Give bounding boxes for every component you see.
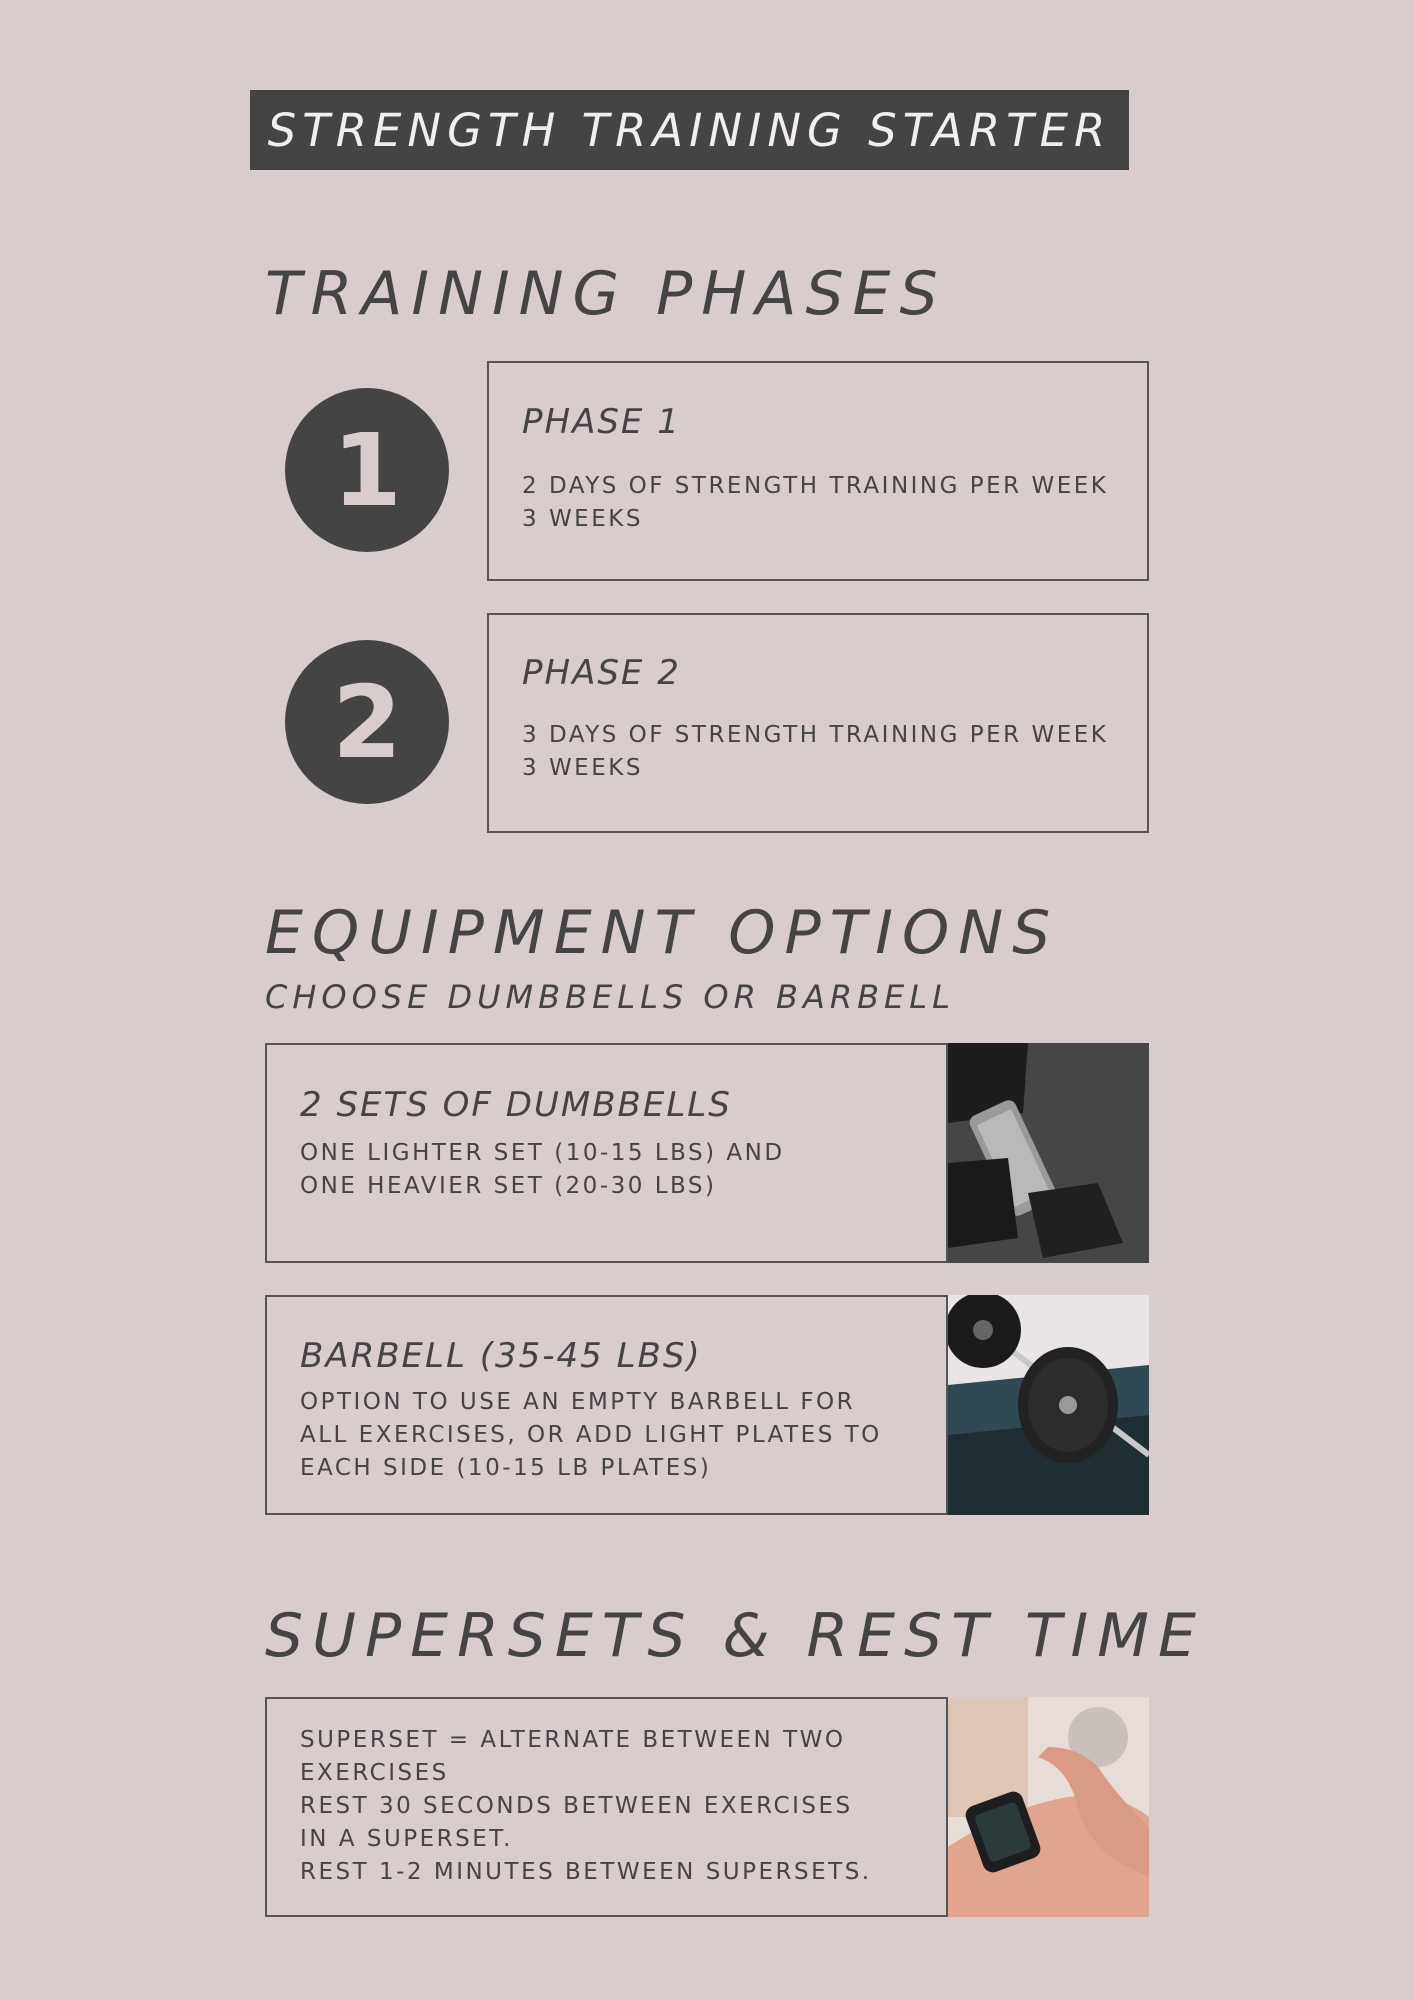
dumbbell-photo — [948, 1043, 1149, 1263]
supersets-line: REST 1-2 MINUTES BETWEEN SUPERSETS. — [300, 1859, 872, 1885]
smartwatch-photo — [948, 1697, 1149, 1917]
phase-2-frequency: 3 DAYS OF STRENGTH TRAINING PER WEEK — [522, 722, 1109, 748]
barbell-card — [265, 1295, 948, 1515]
phase-1-title: PHASE 1 — [522, 402, 681, 442]
dumbbells-line: ONE HEAVIER SET (20-30 LBS) — [300, 1173, 717, 1199]
training-phases-heading: TRAINING PHASES — [265, 259, 947, 329]
dumbbells-card — [265, 1043, 948, 1263]
phase-1-frequency: 2 DAYS OF STRENGTH TRAINING PER WEEK — [522, 473, 1109, 499]
banner-title: STRENGTH TRAINING STARTER — [250, 90, 1129, 170]
phase-2-card — [487, 613, 1149, 833]
supersets-line: EXERCISES — [300, 1760, 449, 1786]
dumbbells-line: ONE LIGHTER SET (10-15 LBS) AND — [300, 1140, 785, 1166]
supersets-line: IN A SUPERSET. — [300, 1826, 513, 1852]
supersets-card — [265, 1697, 948, 1917]
supersets-line: REST 30 SECONDS BETWEEN EXERCISES — [300, 1793, 853, 1819]
barbell-line: EACH SIDE (10-15 LB PLATES) — [300, 1455, 712, 1481]
barbell-title: BARBELL (35-45 LBS) — [300, 1336, 702, 1376]
barbell-line: OPTION TO USE AN EMPTY BARBELL FOR — [300, 1389, 856, 1415]
phase-2-title: PHASE 2 — [522, 653, 681, 693]
phase-1-number-badge: 1 — [285, 388, 449, 552]
barbell-line: ALL EXERCISES, OR ADD LIGHT PLATES TO — [300, 1422, 882, 1448]
equipment-heading: EQUIPMENT OPTIONS — [265, 898, 1060, 968]
phase-2-duration: 3 WEEKS — [522, 755, 643, 781]
supersets-heading: SUPERSETS & REST TIME — [265, 1601, 1205, 1671]
dumbbell-image — [948, 1043, 1149, 1263]
dumbbells-title: 2 SETS OF DUMBBELLS — [300, 1085, 732, 1125]
supersets-line: SUPERSET = ALTERNATE BETWEEN TWO — [300, 1727, 846, 1753]
smartwatch-image — [948, 1697, 1149, 1917]
phase-1-duration: 3 WEEKS — [522, 506, 643, 532]
phase-1-card — [487, 361, 1149, 581]
phase-2-number-badge: 2 — [285, 640, 449, 804]
equipment-subheading: CHOOSE DUMBBELLS OR BARBELL — [265, 978, 955, 1016]
barbell-image — [948, 1295, 1149, 1515]
barbell-photo — [948, 1295, 1149, 1515]
